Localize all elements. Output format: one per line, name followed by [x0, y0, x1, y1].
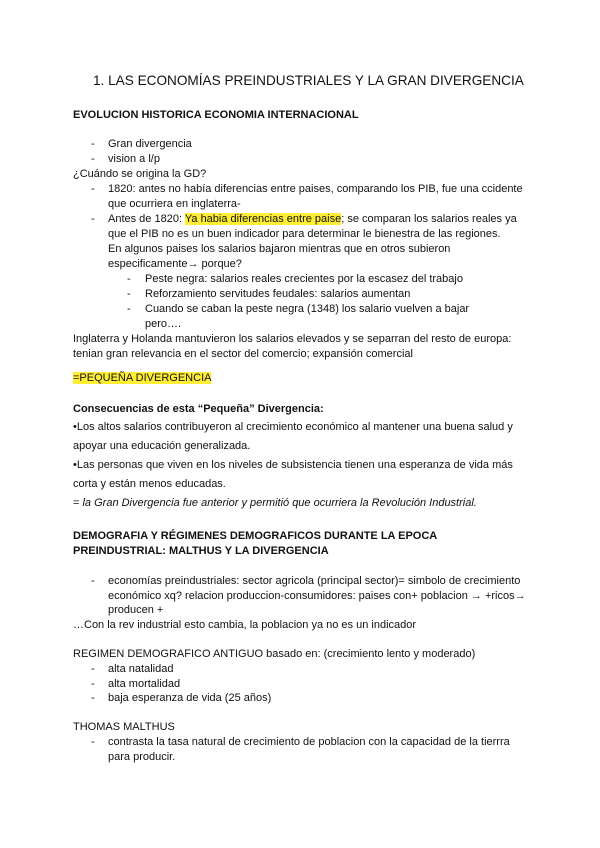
paragraph: apoyar una educación generalizada.: [73, 440, 251, 452]
question-text: ¿Cuándo se origina la GD?: [73, 168, 207, 180]
bullet-dash: -: [91, 736, 95, 748]
sub-list-item: Reforzamiento servitudes feudales: salarios aumentan: [145, 288, 411, 300]
section-heading: Consecuencias de esta “Pequeña” Divergencia:: [73, 403, 324, 415]
section-heading: REGIMEN DEMOGRAFICO ANTIGUO basado en: (crecimiento lento y moderado): [73, 648, 476, 660]
bullet-dash: -: [91, 183, 95, 195]
list-item-cont: económico xq? relacion produccion-consumidores: paises con+ poblacion → +ricos→: [108, 590, 526, 602]
bullet-dash: -: [127, 303, 131, 315]
sub-list-item: Cuando se caban la peste negra (1348) los salario vuelven a bajar: [145, 303, 470, 315]
list-item: Gran divergencia: [108, 138, 192, 150]
section-heading: PREINDUSTRIAL: MALTHUS Y LA DIVERGENCIA: [73, 545, 329, 557]
list-item: contrasta la tasa natural de crecimiento de poblacion con la capacidad de la tierrra: [108, 736, 510, 748]
section-heading: DEMOGRAFIA Y RÉGIMENES DEMOGRAFICOS DURANTE LA EPOCA: [73, 530, 438, 542]
text-span: Antes de 1820:: [108, 213, 185, 225]
bullet-dash: -: [91, 575, 95, 587]
bullet-dash: -: [127, 288, 131, 300]
list-item-cont: para producir.: [108, 751, 176, 763]
list-item-cont: En algunos paises los salarios bajaron mientras que en otros subieron: [108, 243, 451, 255]
list-item: alta mortalidad: [108, 678, 181, 690]
bullet-dash: -: [91, 138, 95, 150]
paragraph: •Las personas que viven en los niveles de subsistencia tienen una esperanza de vida más: [73, 459, 513, 471]
conclusion: [73, 497, 477, 509]
text-span: ; se comparan los salarios reales ya: [341, 213, 517, 225]
list-item: baja esperanza de vida (25 años): [108, 692, 272, 704]
bullet-dash: -: [91, 213, 95, 225]
bullet-dash: -: [127, 273, 131, 285]
paragraph: •Los altos salarios contribuyeron al crecimiento económico al mantener una buena salud y: [73, 421, 513, 433]
italic-text: la Gran Divergencia fue anterior y permitió que ocurriera la Revolución Industrial.: [82, 497, 477, 509]
list-item: 1820: antes no había diferencias entre paises, comparando los PIB, fue una ccidente: [108, 183, 523, 195]
paragraph: tenian gran relevancia en el sector del comercio; expansión comercial: [73, 348, 413, 360]
bullet-dash: -: [91, 678, 95, 690]
bullet-dash: -: [91, 663, 95, 675]
highlighted-text: Ya habia diferencias entre paise: [184, 213, 342, 225]
text-span: =: [73, 497, 83, 509]
bullet-dash: -: [91, 692, 95, 704]
paragraph: corta y están menos educadas.: [73, 478, 226, 490]
paragraph: Inglaterra y Holanda mantuvieron los salarios elevados y se separran del resto de europa:: [73, 333, 512, 345]
list-item-cont: producen +: [108, 604, 164, 616]
section-heading: THOMAS MALTHUS: [73, 721, 175, 733]
section-heading: EVOLUCION HISTORICA ECONOMIA INTERNACIONAL: [73, 109, 359, 121]
list-item-cont: especificamente→ porque?: [108, 258, 242, 270]
list-item: economías preindustriales: sector agricola (principal sector)= simbolo de crecimiento: [108, 575, 521, 587]
list-item: alta natalidad: [108, 663, 174, 675]
page-title: 1. LAS ECONOMÍAS PREINDUSTRIALES Y LA GRAN DIVERGENCIA: [93, 73, 524, 88]
paragraph: …Con la rev industrial esto cambia, la poblacion ya no es un indicador: [73, 619, 417, 631]
list-item-cont: que ocurriera en inglaterra-: [108, 198, 241, 210]
sub-list-item-cont: pero….: [145, 318, 182, 330]
bullet-dash: -: [91, 153, 95, 165]
highlighted-heading: =PEQUEÑA DIVERGENCIA: [73, 372, 212, 384]
list-item-cont: que el PIB no es un buen indicador para determinar le bienestra de las regiones.: [108, 228, 501, 240]
list-item: [108, 213, 517, 225]
sub-list-item: Peste negra: salarios reales crecientes por la escasez del trabajo: [145, 273, 463, 285]
list-item: vision a l/p: [108, 153, 160, 165]
